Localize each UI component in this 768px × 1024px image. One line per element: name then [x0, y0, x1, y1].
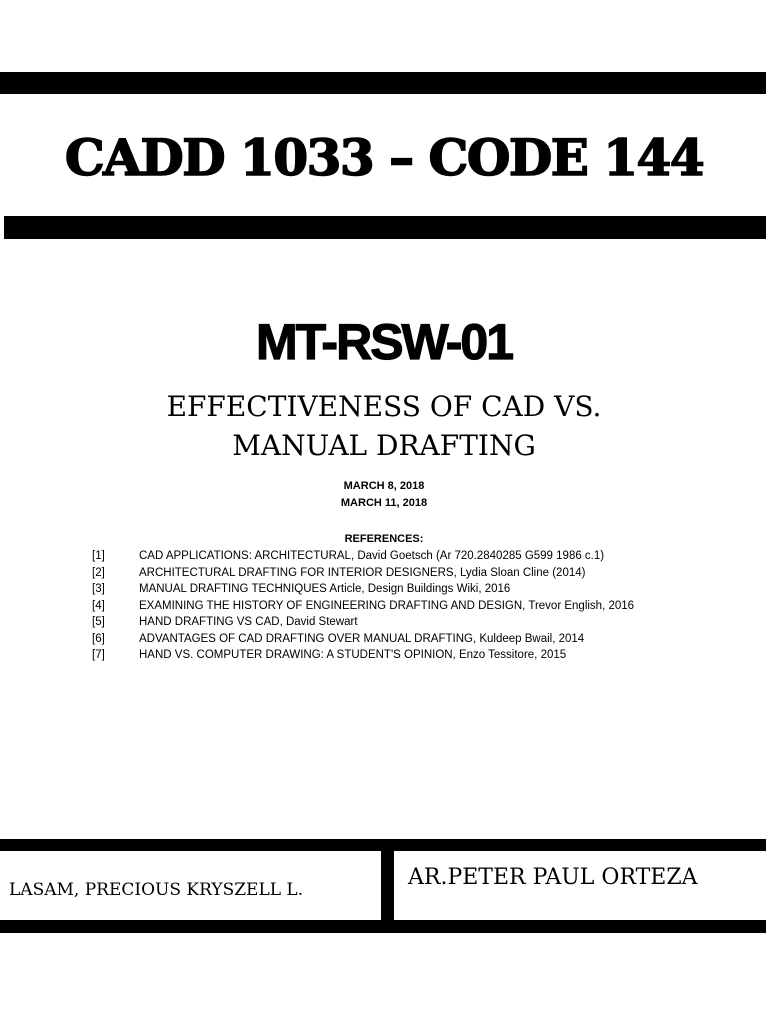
header-rule-top [0, 72, 766, 94]
document-code: MT-RSW-01 [256, 314, 512, 370]
footer-rule-bottom [0, 920, 766, 933]
reference-item [92, 614, 752, 631]
reference-text: ADVANTAGES OF CAD DRAFTING OVER MANUAL DRAFTING, Kuldeep Bwail, 2014 [139, 632, 585, 645]
footer-rule-top [0, 839, 766, 851]
references-heading: REFERENCES: [344, 533, 424, 545]
reference-item [92, 548, 752, 565]
reference-item [92, 565, 752, 582]
reference-text: HAND DRAFTING VS CAD, David Stewart [139, 616, 358, 628]
reference-number: [3] [92, 583, 105, 595]
instructor-name [408, 851, 764, 920]
subtitle-line-1: EFFECTIVENESS OF CAD VS. [166, 390, 602, 423]
reference-text: CAD APPLICATIONS: ARCHITECTURAL, David Goetsch (Ar 720.2840285 G599 1986 c.1) [139, 550, 605, 562]
reference-item [92, 598, 752, 615]
reference-item [92, 647, 752, 664]
reference-text: EXAMINING THE HISTORY OF ENGINEERING DRAFTING AND DESIGN, Trevor English, 2016 [139, 599, 635, 612]
header-rule-bottom [4, 216, 766, 239]
reference-number: [2] [92, 566, 105, 579]
date-2: MARCH 11, 2018 [340, 497, 428, 509]
reference-number: [7] [92, 649, 105, 661]
reference-number: [6] [92, 632, 105, 645]
reference-number: [4] [92, 599, 105, 612]
instructor-name-text: AR.PETER PAUL ORTEZA [408, 865, 698, 890]
student-name-text: LASAM, PRECIOUS KRYSZELL L. [9, 879, 304, 900]
subtitle-line-2: MANUAL DRAFTING [232, 429, 536, 462]
references-list [92, 548, 752, 664]
reference-text: HAND VS. COMPUTER DRAWING: A STUDENT'S OPINION, Enzo Tessitore, 2015 [139, 649, 567, 661]
date-1: MARCH 8, 2018 [343, 480, 425, 492]
reference-text: MANUAL DRAFTING TECHNIQUES Article, Design Buildings Wiki, 2016 [139, 583, 511, 595]
course-title: CADD 1033 – CODE 144 [64, 128, 704, 187]
student-name [9, 851, 379, 924]
reference-number: [5] [92, 616, 105, 628]
reference-item [92, 581, 752, 598]
footer-divider [381, 851, 394, 920]
reference-text: ARCHITECTURAL DRAFTING FOR INTERIOR DESIGNERS, Lydia Sloan Cline (2014) [139, 566, 586, 579]
reference-number: [1] [92, 550, 105, 562]
reference-item [92, 631, 752, 648]
